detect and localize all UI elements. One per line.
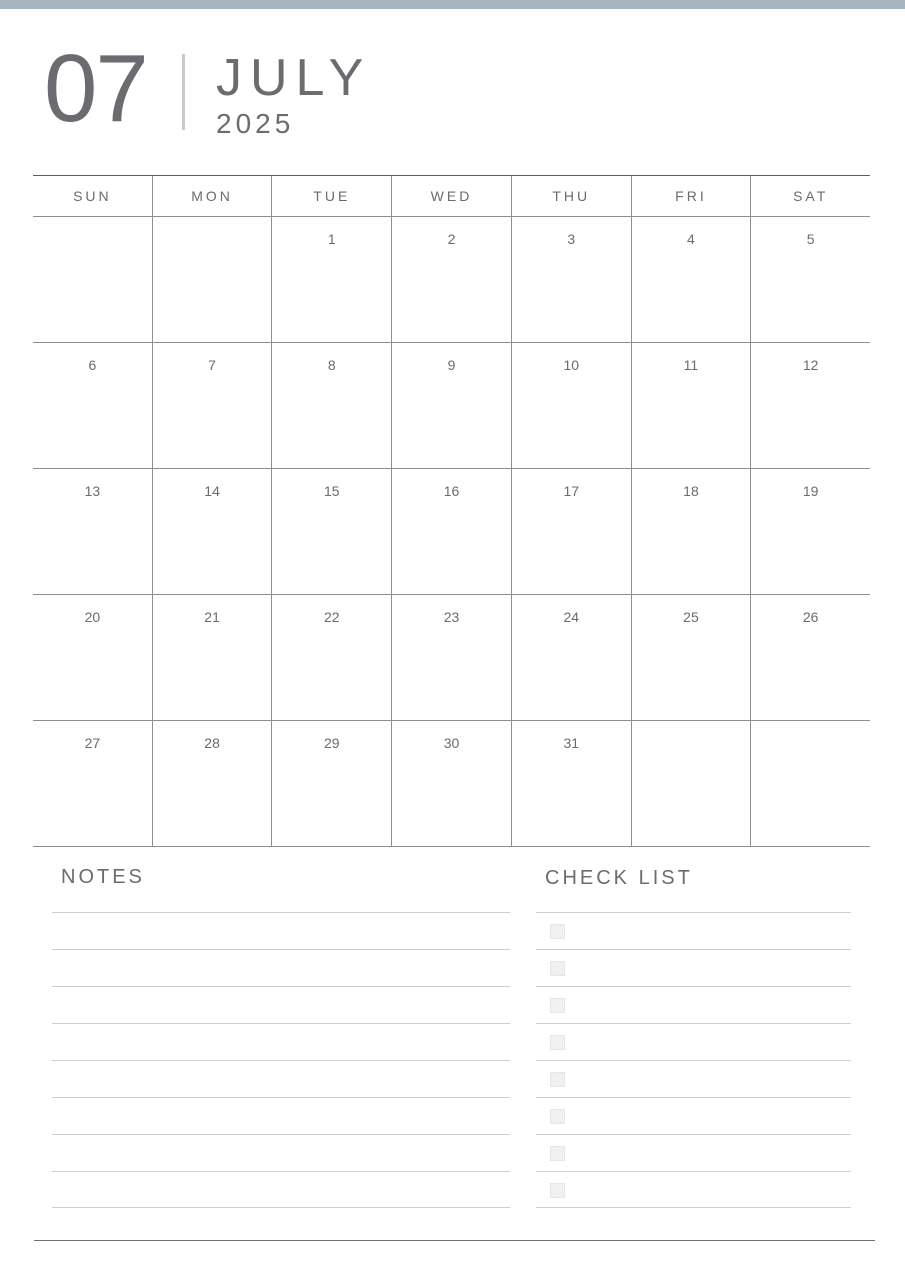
day-cell[interactable] (33, 469, 152, 594)
day-cell[interactable] (750, 217, 870, 342)
day-cell[interactable] (511, 469, 631, 594)
empty-day-cell[interactable] (152, 217, 272, 342)
day-cell[interactable] (750, 343, 870, 468)
day-number: 31 (563, 735, 580, 751)
checklist-title: CHECK LIST (545, 867, 693, 889)
weekday-tue: TUE (271, 176, 391, 216)
checkbox[interactable] (550, 1035, 565, 1050)
day-number: 25 (683, 609, 699, 625)
checkbox[interactable] (550, 1109, 565, 1124)
checkbox[interactable] (550, 961, 565, 976)
empty-day-cell[interactable] (631, 721, 751, 846)
day-cell[interactable] (511, 217, 631, 342)
day-cell[interactable] (511, 721, 631, 846)
weekday-header-row (33, 176, 870, 217)
checklist-item[interactable] (536, 986, 851, 1023)
day-number: 28 (204, 735, 220, 751)
day-cell[interactable] (391, 217, 511, 342)
checkbox[interactable] (550, 924, 565, 939)
notes-area[interactable] (52, 912, 510, 1208)
day-cell[interactable] (391, 721, 511, 846)
day-cell[interactable] (631, 217, 751, 342)
day-cell[interactable] (271, 217, 391, 342)
empty-day-cell[interactable] (750, 721, 870, 846)
day-number: 14 (204, 483, 220, 499)
weekday-wed: WED (391, 176, 511, 216)
day-cell[interactable] (271, 343, 391, 468)
checklist-area (536, 912, 851, 1208)
calendar-week-row (33, 721, 870, 847)
day-cell[interactable] (33, 343, 152, 468)
weekday-sun: SUN (73, 188, 112, 204)
day-number: 24 (563, 609, 580, 625)
checklist-item[interactable] (536, 949, 851, 986)
checkbox[interactable] (550, 1183, 565, 1198)
day-number: 8 (327, 357, 336, 373)
day-cell[interactable] (511, 343, 631, 468)
day-number: 11 (683, 357, 699, 373)
bottom-rule (34, 1240, 875, 1241)
day-number: 9 (447, 357, 456, 373)
day-cell[interactable] (271, 595, 391, 720)
year-label: 2025 (216, 108, 295, 139)
checkbox[interactable] (550, 998, 565, 1013)
day-cell[interactable] (631, 469, 751, 594)
checklist-item[interactable] (536, 1023, 851, 1060)
day-cell[interactable] (750, 595, 870, 720)
checkbox[interactable] (550, 1146, 565, 1161)
day-number: 12 (802, 357, 819, 373)
calendar-week-row (33, 469, 870, 595)
day-cell[interactable] (391, 343, 511, 468)
note-line[interactable] (52, 912, 510, 949)
empty-day-cell[interactable] (33, 217, 152, 342)
month-number: 07 (44, 35, 147, 142)
note-line[interactable] (52, 949, 510, 986)
header-divider (182, 54, 185, 130)
day-number: 23 (443, 609, 460, 625)
day-number: 18 (683, 483, 699, 499)
notes-title: NOTES (61, 866, 145, 888)
day-number: 29 (324, 735, 340, 751)
day-number: 15 (324, 483, 340, 499)
day-number: 20 (84, 609, 101, 625)
day-number: 13 (84, 483, 101, 499)
day-cell[interactable] (271, 469, 391, 594)
day-cell[interactable] (152, 721, 272, 846)
calendar-week-row (33, 595, 870, 721)
day-number: 30 (443, 735, 460, 751)
day-number: 17 (563, 483, 580, 499)
calendar-grid (33, 175, 870, 847)
day-cell[interactable] (33, 721, 152, 846)
day-number: 10 (563, 357, 580, 373)
day-cell[interactable] (631, 343, 751, 468)
note-line[interactable] (52, 986, 510, 1023)
day-number: 3 (567, 231, 576, 247)
day-cell[interactable] (152, 469, 272, 594)
weekday-sat: SAT (750, 176, 870, 216)
day-number: 27 (84, 735, 101, 751)
day-number: 21 (204, 609, 220, 625)
day-number: 26 (802, 609, 819, 625)
day-cell[interactable] (511, 595, 631, 720)
weekday-thu: THU (511, 176, 631, 216)
note-line[interactable] (52, 1060, 510, 1097)
day-cell[interactable] (33, 595, 152, 720)
checklist-item[interactable] (536, 1097, 851, 1134)
calendar-week-row (33, 217, 870, 343)
day-number: 4 (687, 231, 695, 247)
day-number: 6 (88, 357, 97, 373)
calendar-week-row (33, 343, 870, 469)
top-accent-bar (0, 0, 905, 9)
note-line[interactable] (52, 1171, 510, 1208)
day-number: 7 (208, 357, 216, 373)
day-number: 16 (443, 483, 460, 499)
day-number: 5 (806, 231, 815, 247)
checkbox[interactable] (550, 1072, 565, 1087)
checklist-item[interactable] (536, 1171, 851, 1208)
weekday-fri: FRI (631, 176, 751, 216)
day-cell[interactable] (391, 469, 511, 594)
day-cell[interactable] (152, 343, 272, 468)
calendar-weeks (33, 217, 870, 847)
note-line[interactable] (52, 1023, 510, 1060)
checklist-item[interactable] (536, 912, 851, 949)
day-number: 1 (327, 231, 336, 247)
day-cell[interactable] (271, 721, 391, 846)
day-number: 19 (802, 483, 819, 499)
weekday-mon: MON (152, 176, 272, 216)
note-line[interactable] (52, 1134, 510, 1171)
day-cell[interactable] (750, 469, 870, 594)
day-number: 2 (447, 231, 456, 247)
day-cell[interactable] (631, 595, 751, 720)
checklist-item[interactable] (536, 1134, 851, 1171)
day-cell[interactable] (152, 595, 272, 720)
day-number: 22 (324, 609, 340, 625)
month-name: JULY (216, 49, 372, 107)
checklist-item[interactable] (536, 1060, 851, 1097)
day-cell[interactable] (391, 595, 511, 720)
note-line[interactable] (52, 1097, 510, 1134)
